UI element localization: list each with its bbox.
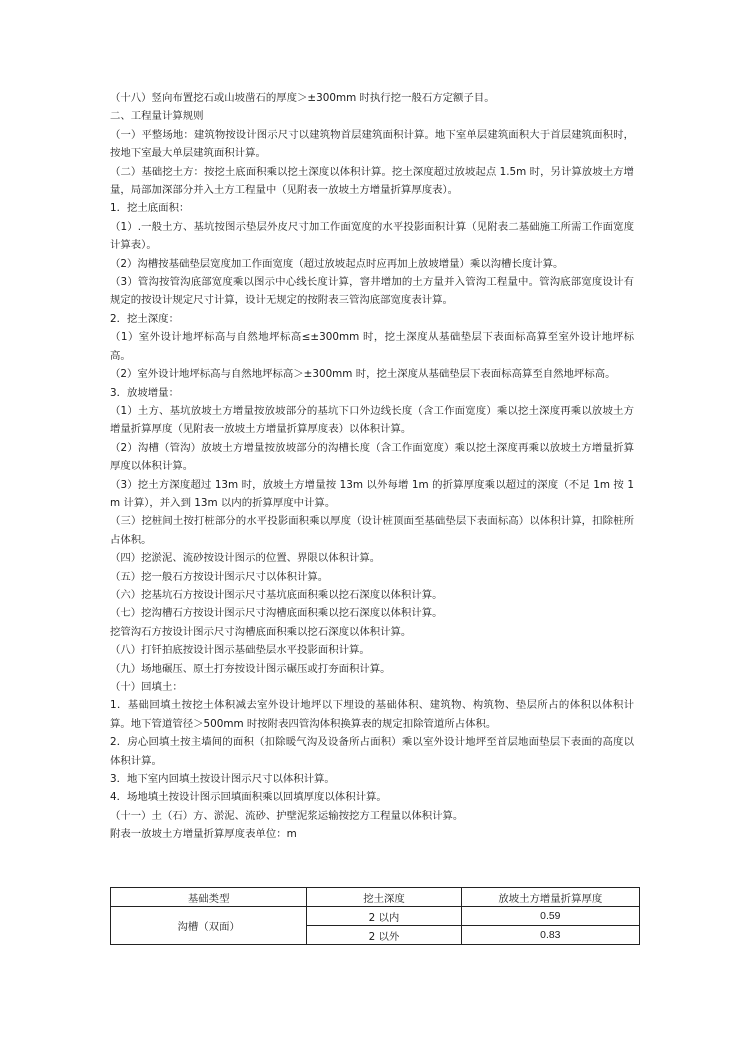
section-heading: 二、工程量计算规则 [110,110,204,123]
subheading: 1．挖土底面积： [110,202,190,215]
paragraph: （四）挖淤泥、流砂按设计图示的位置、界限以体积计算。 [110,552,381,565]
paragraph: （1）土方、基坑放坡土方增量按放坡部分的基坑下口外边线长度（含工作面宽度）乘以挖土深度再乘以放坡土方增量折算厚度（见附表一放坡土方增量折算厚度表）以体积计算。 [110,404,634,436]
paragraph: （十八）竖向布置挖石或山坡凿石的厚度＞±300mm 时执行挖一般石方定额子目。 [110,92,495,104]
paragraph: （3）挖土方深度超过 13m 时，放坡土方增量按 13m 以外每增 1m 的折算厚度乘以超过的深度（不足 1m 按 1m 计算），并入到 13m 以内的折算厚度中计算。 [110,478,634,509]
subheading: （十）回填土： [110,681,183,693]
paragraph: （2）室外设计地坪标高与自然地坪标高＞±300mm 时，挖土深度从基础垫层下表面标高算至自然地坪标高。 [110,368,616,381]
table-header-row [111,888,640,907]
paragraph: 2．房心回填土按主墙间的面积（扣除暖气沟及设备所占面积）乘以室外设计地坪至首层地面垫层下表面的高度以体积计算。 [110,736,634,767]
paragraph: （1）.一般土方、基坑按图示垫层外皮尺寸加工作面宽度的水平投影面积计算（见附表二基础施工所需工作面宽度计算表）。 [110,220,634,252]
paragraph: （2）沟槽按基础垫层宽度加工作面宽度（超过放坡起点时应再加上放坡增量）乘以沟槽长度计算。 [110,257,564,270]
paragraph: 挖管沟石方按设计图示尺寸沟槽底面积乘以挖石深度以体积计算。 [110,625,412,638]
slope-thickness-table [110,887,640,945]
paragraph: （二）基础挖土方：按挖土底面积乘以挖土深度以体积计算。挖土深度超过放坡起点 1.5m 时，另计算放坡土方增量，局部加深部分并入土方工程量中（见附表一放坡土方增量折算厚度表）。 [110,165,634,197]
paragraph: （七）挖沟槽石方按设计图示尺寸沟槽底面积乘以挖石深度以体积计算。 [110,607,443,620]
thickness-cell: 0.83 [461,926,639,945]
paragraph: （六）挖基坑石方按设计图示尺寸基坑底面积乘以挖石深度以体积计算。 [110,588,443,601]
paragraph: （1）室外设计地坪标高与自然地坪标高≤±300mm 时，挖土深度从基础垫层下表面标高算至室外设计地坪标高。 [110,331,634,362]
paragraph: 3．地下室内回填土按设计图示尺寸以体积计算。 [110,773,335,786]
paragraph: （三）挖桩间土按打桩部分的水平投影面积乘以厚度（设计桩顶面至基础垫层下表面标高）以体积计算，扣除桩所占体积。 [110,515,634,546]
foundation-type-cell: 沟槽（双面） [111,907,307,945]
paragraph: 4．场地填土按设计图示回填面积乘以回填厚度以体积计算。 [110,791,387,804]
table-row [111,907,640,926]
header-thickness: 放坡土方增量折算厚度 [461,888,639,907]
paragraph: （九）场地碾压、原土打夯按设计图示碾压或打夯面积计算。 [110,662,391,675]
thickness-cell: 0.59 [461,907,639,926]
paragraph: （2）沟槽（管沟）放坡土方增量按放坡部分的沟槽长度（含工作面宽度）乘以挖土深度再乘以放坡土方增量折算厚度以体积计算。 [110,441,634,473]
subheading: 3．放坡增量： [110,386,179,399]
paragraph: （一）平整场地：建筑物按设计图示尺寸以建筑物首层建筑面积计算。地下室单层建筑面积大于首层建筑面积时，按地下室最大单层建筑面积计算。 [110,128,634,160]
paragraph: 1．基础回填土按挖土体积减去室外设计地坪以下埋设的基础体积、建筑物、构筑物、垫层所占的体积以体积计算。地下管道管径＞500mm 时按附表四管沟体积换算表的规定扣除管道所占体积。 [110,699,634,730]
document-body [110,89,634,844]
paragraph: （十一）土（石）方、淤泥、流砂、护壁泥浆运输按挖方工程量以体积计算。 [110,809,464,822]
depth-cell: 2 以内 [307,907,461,926]
table-caption: 附表一放坡土方增量折算厚度表单位：m [110,828,297,841]
paragraph: （八）打钎拍底按设计图示基础垫层水平投影面积计算。 [110,644,370,657]
paragraph: （3）管沟按管沟底部宽度乘以图示中心线长度计算，窨井增加的土方量并入管沟工程量中。管沟底部宽度设计有规定的按设计规定尺寸计算，设计无规定的按附表三管沟底部宽度表计算。 [110,276,634,307]
header-dig-depth: 挖土深度 [307,888,461,907]
subheading: 2．挖土深度： [110,312,179,325]
paragraph: （五）挖一般石方按设计图示尺寸以体积计算。 [110,570,329,583]
depth-cell: 2 以外 [307,926,461,945]
header-foundation-type: 基础类型 [111,888,307,907]
